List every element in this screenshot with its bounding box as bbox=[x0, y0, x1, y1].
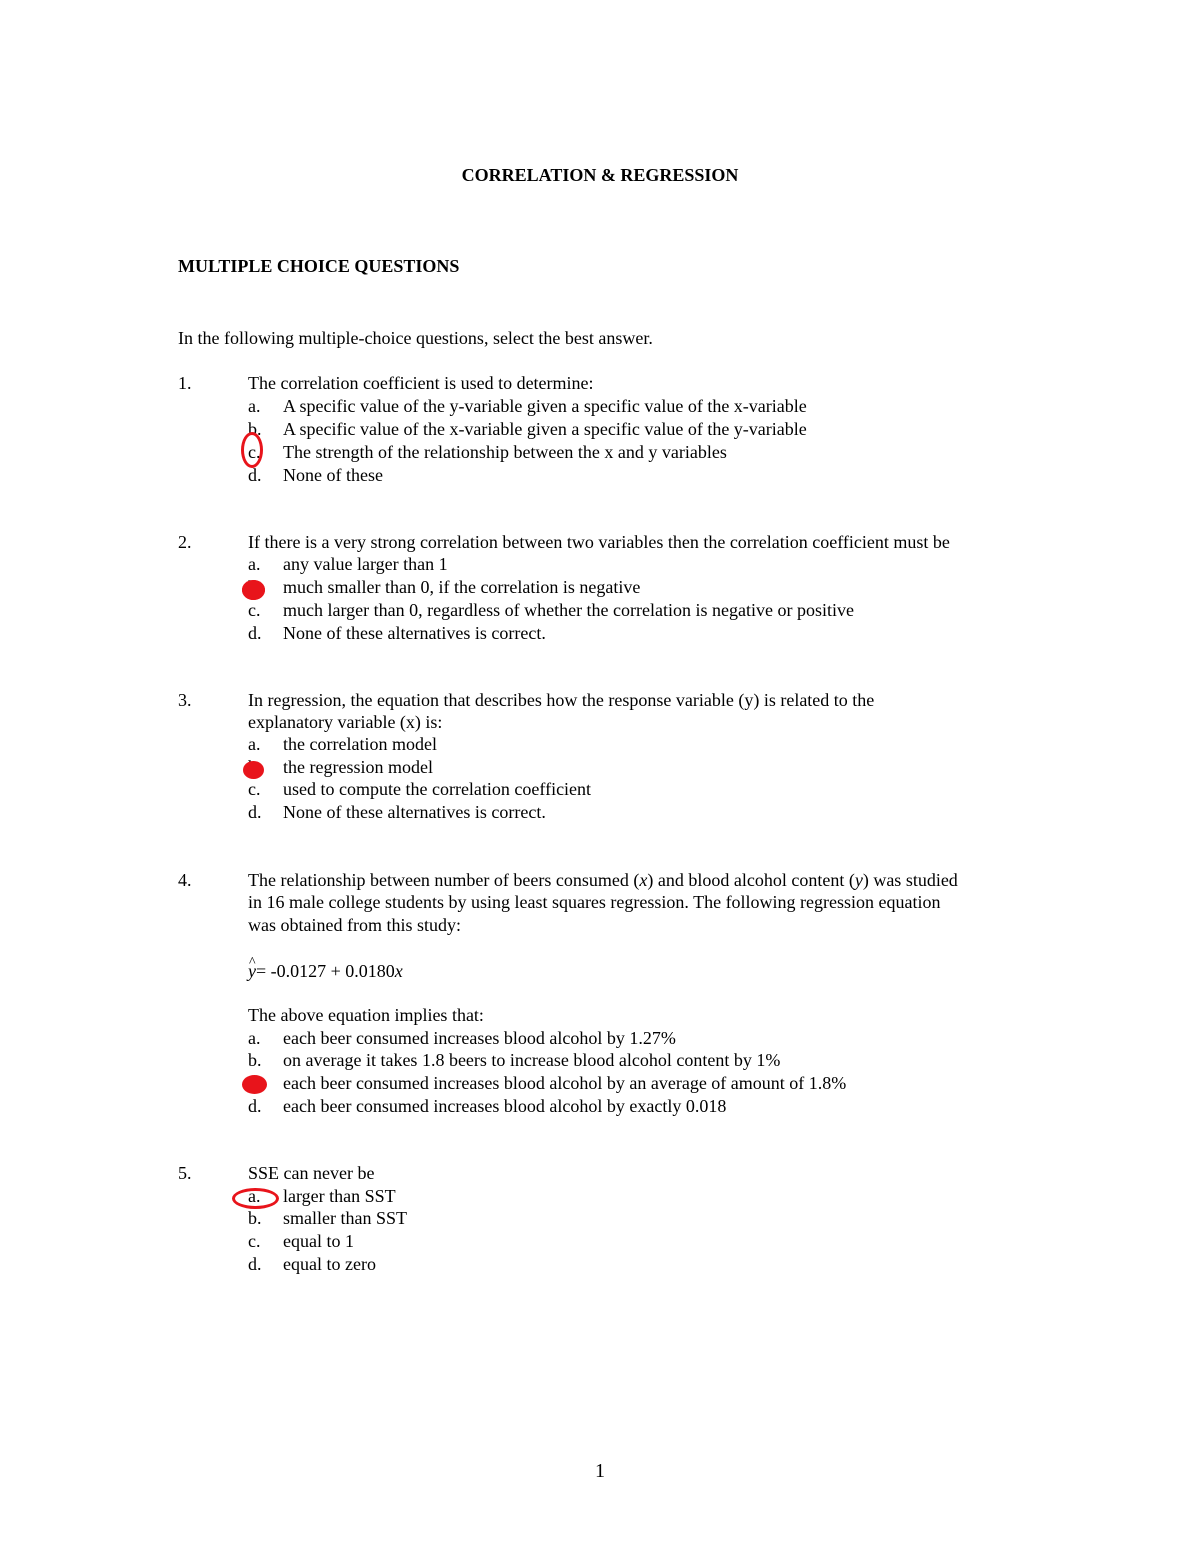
question-number: 2. bbox=[178, 532, 192, 552]
question-lead-in: The above equation implies that: bbox=[248, 1005, 484, 1025]
question-number: 5. bbox=[178, 1163, 192, 1183]
question-stem: If there is a very strong correlation between two variables then the correlation coefficient must be bbox=[248, 532, 950, 552]
option-label: c. bbox=[248, 442, 261, 462]
question-stem: The relationship between number of beers consumed (x) and blood alcohol content (y) was studied bbox=[248, 870, 958, 890]
question-number: 4. bbox=[178, 870, 192, 890]
question-stem-continued: was obtained from this study: bbox=[248, 915, 461, 935]
answer-circle-mark bbox=[242, 1075, 267, 1094]
option-label: d. bbox=[248, 1096, 262, 1116]
option-text: smaller than SST bbox=[283, 1208, 407, 1228]
option-text: on average it takes 1.8 beers to increase blood alcohol content by 1% bbox=[283, 1050, 781, 1070]
document-title: CORRELATION & REGRESSION bbox=[461, 165, 739, 185]
option-text: equal to zero bbox=[283, 1254, 376, 1274]
option-label: a. bbox=[248, 554, 261, 574]
option-text: the regression model bbox=[283, 757, 433, 777]
question-stem: SSE can never be bbox=[248, 1163, 375, 1183]
option-text: larger than SST bbox=[283, 1186, 396, 1206]
option-text: much smaller than 0, if the correlation is negative bbox=[283, 577, 641, 597]
option-text: None of these bbox=[283, 465, 383, 485]
option-text: each beer consumed increases blood alcohol by exactly 0.018 bbox=[283, 1096, 727, 1116]
answer-circle-mark bbox=[243, 761, 264, 779]
question-number: 1. bbox=[178, 373, 192, 393]
answer-circle-mark bbox=[242, 580, 265, 600]
option-label: a. bbox=[248, 396, 261, 416]
option-label: b. bbox=[248, 1050, 262, 1070]
option-text: any value larger than 1 bbox=[283, 554, 448, 574]
option-text: each beer consumed increases blood alcohol by 1.27% bbox=[283, 1028, 676, 1048]
question-stem: In regression, the equation that describes how the response variable (y) is related to the bbox=[248, 690, 875, 710]
question-stem: The correlation coefficient is used to determine: bbox=[248, 373, 594, 393]
option-text: the correlation model bbox=[283, 734, 437, 754]
question-stem-continued: explanatory variable (x) is: bbox=[248, 712, 443, 732]
option-label: d. bbox=[248, 465, 262, 485]
option-text: None of these alternatives is correct. bbox=[283, 623, 546, 643]
option-text: The strength of the relationship between the x and y variables bbox=[283, 442, 727, 462]
option-label: d. bbox=[248, 623, 262, 643]
question-stem-continued: in 16 male college students by using least squares regression. The following regression equation bbox=[248, 892, 941, 912]
option-label: d. bbox=[248, 802, 262, 822]
answer-circle-mark bbox=[232, 1188, 279, 1209]
option-text: A specific value of the x-variable given a specific value of the y-variable bbox=[283, 419, 807, 439]
section-heading: MULTIPLE CHOICE QUESTIONS bbox=[178, 256, 460, 276]
option-label: a. bbox=[248, 734, 261, 754]
answer-circle-mark bbox=[241, 432, 263, 468]
option-label: d. bbox=[248, 1254, 262, 1274]
option-label: b. bbox=[248, 1208, 262, 1228]
option-text: used to compute the correlation coefficient bbox=[283, 779, 592, 799]
option-label: a. bbox=[248, 1186, 261, 1206]
option-label: c. bbox=[248, 779, 261, 799]
option-label: c. bbox=[248, 600, 261, 620]
option-text: each beer consumed increases blood alcohol by an average of amount of 1.8% bbox=[283, 1073, 847, 1093]
instructions: In the following multiple-choice questions, select the best answer. bbox=[178, 328, 653, 348]
option-label: b. bbox=[248, 419, 262, 439]
option-label: c. bbox=[248, 1231, 261, 1251]
regression-equation: ^ y= -0.0127 + 0.0180x bbox=[248, 960, 403, 983]
option-text: None of these alternatives is correct. bbox=[283, 802, 546, 822]
question-number: 3. bbox=[178, 690, 192, 710]
page-number: 1 bbox=[595, 1460, 605, 1482]
option-label: a. bbox=[248, 1028, 261, 1048]
option-text: much larger than 0, regardless of whether the correlation is negative or positive bbox=[283, 600, 854, 620]
option-text: equal to 1 bbox=[283, 1231, 354, 1251]
option-text: A specific value of the y-variable given a specific value of the x-variable bbox=[283, 396, 807, 416]
